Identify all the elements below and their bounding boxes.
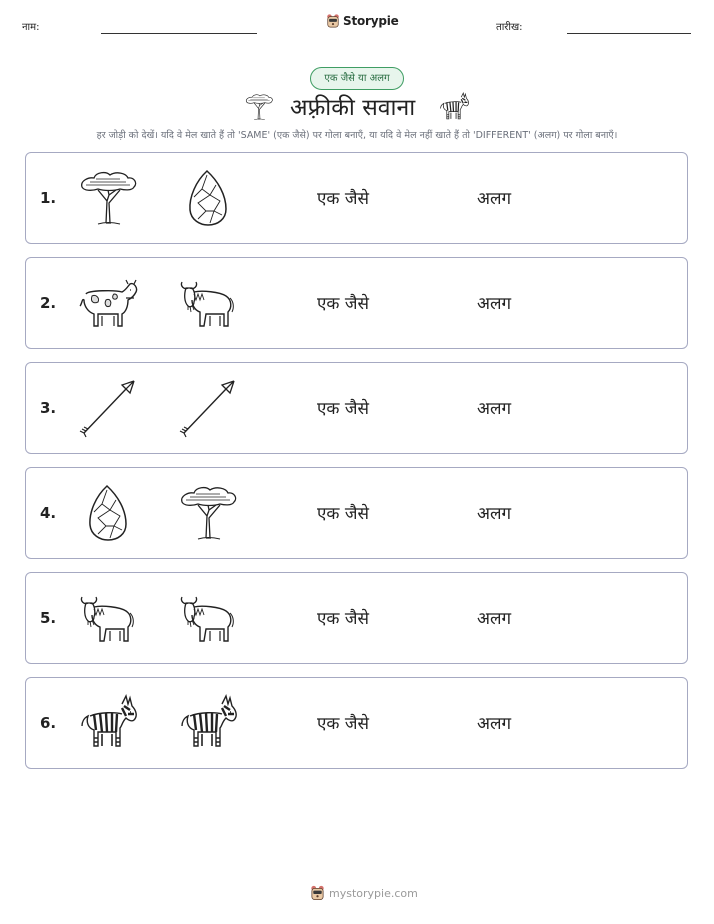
page-title: अफ़्रीकी सवाना xyxy=(290,95,416,121)
option-different[interactable]: अलग xyxy=(477,714,512,734)
name-label: नाम: xyxy=(22,22,40,33)
name-field-line[interactable] xyxy=(101,33,257,34)
cow-icon xyxy=(76,272,140,334)
option-same[interactable]: एक जैसे xyxy=(317,609,369,629)
option-different[interactable]: अलग xyxy=(477,504,512,524)
worksheet-header xyxy=(0,0,714,50)
storypie-logo-icon xyxy=(310,884,325,902)
stone-tool-icon xyxy=(176,167,240,229)
wildebeest-icon xyxy=(176,272,240,334)
spear-icon xyxy=(176,377,240,439)
brand-name: Storypie xyxy=(343,14,399,28)
wildebeest-icon xyxy=(176,587,240,649)
exercise-row xyxy=(25,362,688,454)
date-label: तारीख: xyxy=(496,22,523,33)
zebra-icon xyxy=(76,692,140,754)
acacia-tree-icon xyxy=(242,92,276,122)
storypie-logo-icon xyxy=(326,13,340,29)
zebra-icon xyxy=(437,91,471,123)
spear-icon xyxy=(76,377,140,439)
exercise-row xyxy=(25,257,688,349)
instructions: हर जोड़ी को देखें। यदि वे मेल खाते हैं तो 'SAME' (एक जैसे) पर गोला बनाएँ, या यदि वे मेल नहीं खाते हैं तो 'DIFFERENT' (अलग) पर गोला बनाएँ। xyxy=(96,130,618,141)
option-different[interactable]: अलग xyxy=(477,609,512,629)
exercise-row xyxy=(25,152,688,244)
row-number: 2. xyxy=(40,294,57,312)
row-number: 3. xyxy=(40,399,57,417)
acacia-tree-icon xyxy=(76,167,140,229)
row-number: 4. xyxy=(40,504,57,522)
option-different[interactable]: अलग xyxy=(477,294,512,314)
option-same[interactable]: एक जैसे xyxy=(317,504,369,524)
row-number: 5. xyxy=(40,609,57,627)
option-different[interactable]: अलग xyxy=(477,189,512,209)
exercise-row xyxy=(25,572,688,664)
exercise-row xyxy=(25,467,688,559)
row-number: 1. xyxy=(40,189,57,207)
footer-url: mystorypie.com xyxy=(329,886,418,900)
option-same[interactable]: एक जैसे xyxy=(317,294,369,314)
option-same[interactable]: एक जैसे xyxy=(317,399,369,419)
title-row xyxy=(0,90,714,124)
exercise-row xyxy=(25,677,688,769)
stone-tool-icon xyxy=(76,482,140,544)
option-same[interactable]: एक जैसे xyxy=(317,714,369,734)
row-number: 6. xyxy=(40,714,57,732)
topic-badge: एक जैसे या अलग xyxy=(310,67,404,90)
wildebeest-icon xyxy=(76,587,140,649)
option-same[interactable]: एक जैसे xyxy=(317,189,369,209)
acacia-tree-icon xyxy=(176,482,240,544)
date-field-line[interactable] xyxy=(567,33,691,34)
option-different[interactable]: अलग xyxy=(477,399,512,419)
footer xyxy=(310,884,418,902)
storypie-brand xyxy=(326,13,399,29)
zebra-icon xyxy=(176,692,240,754)
